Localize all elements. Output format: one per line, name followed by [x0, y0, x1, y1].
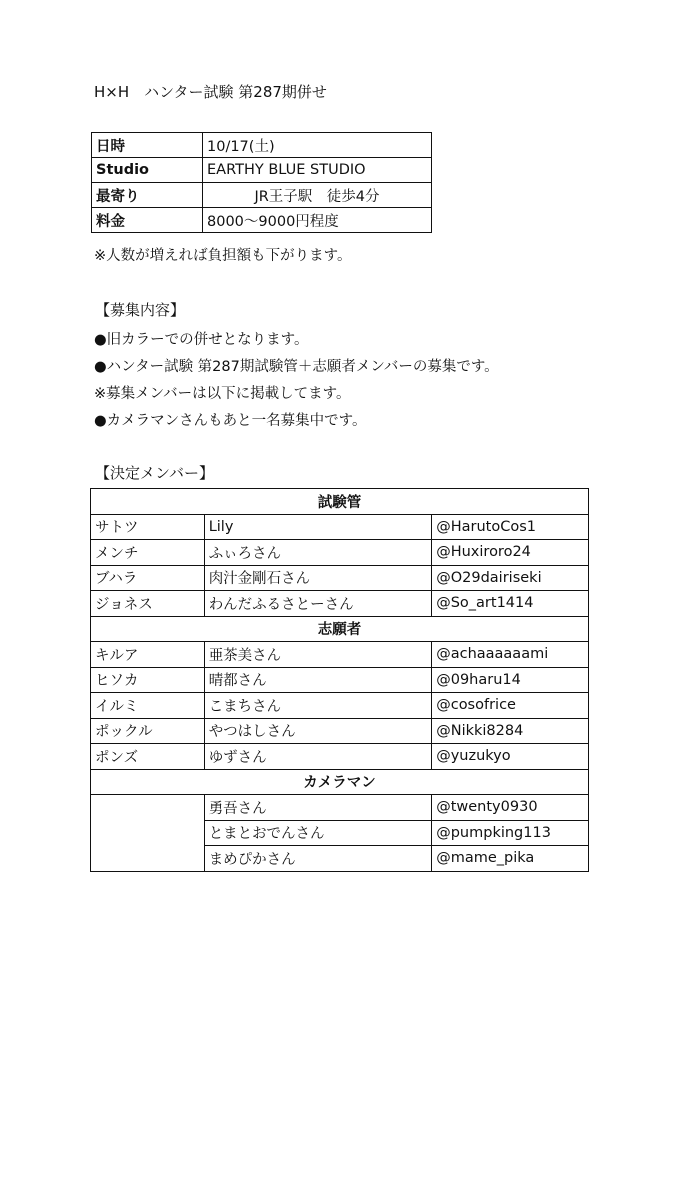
member-name: 晴都さん — [204, 667, 432, 693]
member-role: ポックル — [91, 718, 205, 744]
member-role — [91, 795, 205, 872]
member-role: ヒソカ — [91, 667, 205, 693]
member-handle: @Nikki8284 — [432, 718, 589, 744]
member-name: とまとおでんさん — [204, 820, 432, 846]
member-handle: @pumpking113 — [432, 820, 589, 846]
recruit-line: ●旧カラーでの併せとなります。 — [94, 332, 309, 348]
member-handle: @twenty0930 — [432, 795, 589, 821]
member-name: ゆずさん — [204, 744, 432, 770]
member-handle: @HarutoCos1 — [432, 514, 589, 540]
member-name: 肉汁金剛石さん — [204, 565, 432, 591]
info-value: 8000～9000円程度 — [203, 208, 432, 233]
info-row-fee — [92, 208, 432, 233]
member-handle: @O29dairiseki — [432, 565, 589, 591]
member-name: Lily — [204, 514, 432, 540]
info-value: EARTHY BLUE STUDIO — [203, 158, 432, 183]
member-role: イルミ — [91, 693, 205, 719]
member-name: ふぃろさん — [204, 540, 432, 566]
recruit-heading: 【募集内容】 — [95, 301, 186, 319]
info-label: 料金 — [92, 208, 203, 233]
member-name: まめぴかさん — [204, 846, 432, 872]
document-title: H×H ハンター試験 第287期併せ — [94, 83, 327, 101]
member-name: 勇吾さん — [204, 795, 432, 821]
group-header: 志願者 — [91, 616, 589, 642]
info-label: Studio — [92, 158, 203, 183]
member-row — [91, 667, 589, 693]
member-role: ジョネス — [91, 591, 205, 617]
recruit-line: ●カメラマンさんもあと一名募集中です。 — [94, 413, 367, 429]
member-row — [91, 744, 589, 770]
info-row-date — [92, 133, 432, 158]
member-role: ポンズ — [91, 744, 205, 770]
group-header-row — [91, 489, 589, 515]
info-label: 最寄り — [92, 183, 203, 208]
members-table — [90, 488, 589, 872]
member-handle: @mame_pika — [432, 846, 589, 872]
info-row-nearest-station — [92, 183, 432, 208]
member-role: キルア — [91, 642, 205, 668]
recruit-line: ※募集メンバーは以下に掲載してます。 — [94, 386, 351, 402]
member-row — [91, 795, 589, 821]
event-info-table — [91, 132, 432, 233]
member-handle: @So_art1414 — [432, 591, 589, 617]
member-role: サトツ — [91, 514, 205, 540]
info-label: 日時 — [92, 133, 203, 158]
member-row — [91, 565, 589, 591]
member-role: ブハラ — [91, 565, 205, 591]
recruit-line: ●ハンター試験 第287期試験管＋志願者メンバーの募集です。 — [94, 359, 499, 375]
member-handle: @Huxiroro24 — [432, 540, 589, 566]
group-header-row — [91, 769, 589, 795]
member-row — [91, 514, 589, 540]
member-name: 亜茶美さん — [204, 642, 432, 668]
info-value: 10/17(土) — [203, 133, 432, 158]
member-row — [91, 693, 589, 719]
member-handle: @achaaaaaami — [432, 642, 589, 668]
group-header: 試験管 — [91, 489, 589, 515]
member-role: メンチ — [91, 540, 205, 566]
member-name: やつはしさん — [204, 718, 432, 744]
members-heading: 【決定メンバー】 — [95, 464, 214, 482]
member-row — [91, 642, 589, 668]
member-row — [91, 591, 589, 617]
fee-note: ※人数が増えれば負担額も下がります。 — [94, 248, 352, 264]
info-row-studio — [92, 158, 432, 183]
member-row — [91, 718, 589, 744]
member-handle: @cosofrice — [432, 693, 589, 719]
member-name: こまちさん — [204, 693, 432, 719]
info-value: JR王子駅 徒歩4分 — [203, 183, 432, 208]
member-name: わんだふるさとーさん — [204, 591, 432, 617]
member-handle: @yuzukyo — [432, 744, 589, 770]
member-handle: @09haru14 — [432, 667, 589, 693]
member-row — [91, 540, 589, 566]
group-header-row — [91, 616, 589, 642]
group-header: カメラマン — [91, 769, 589, 795]
